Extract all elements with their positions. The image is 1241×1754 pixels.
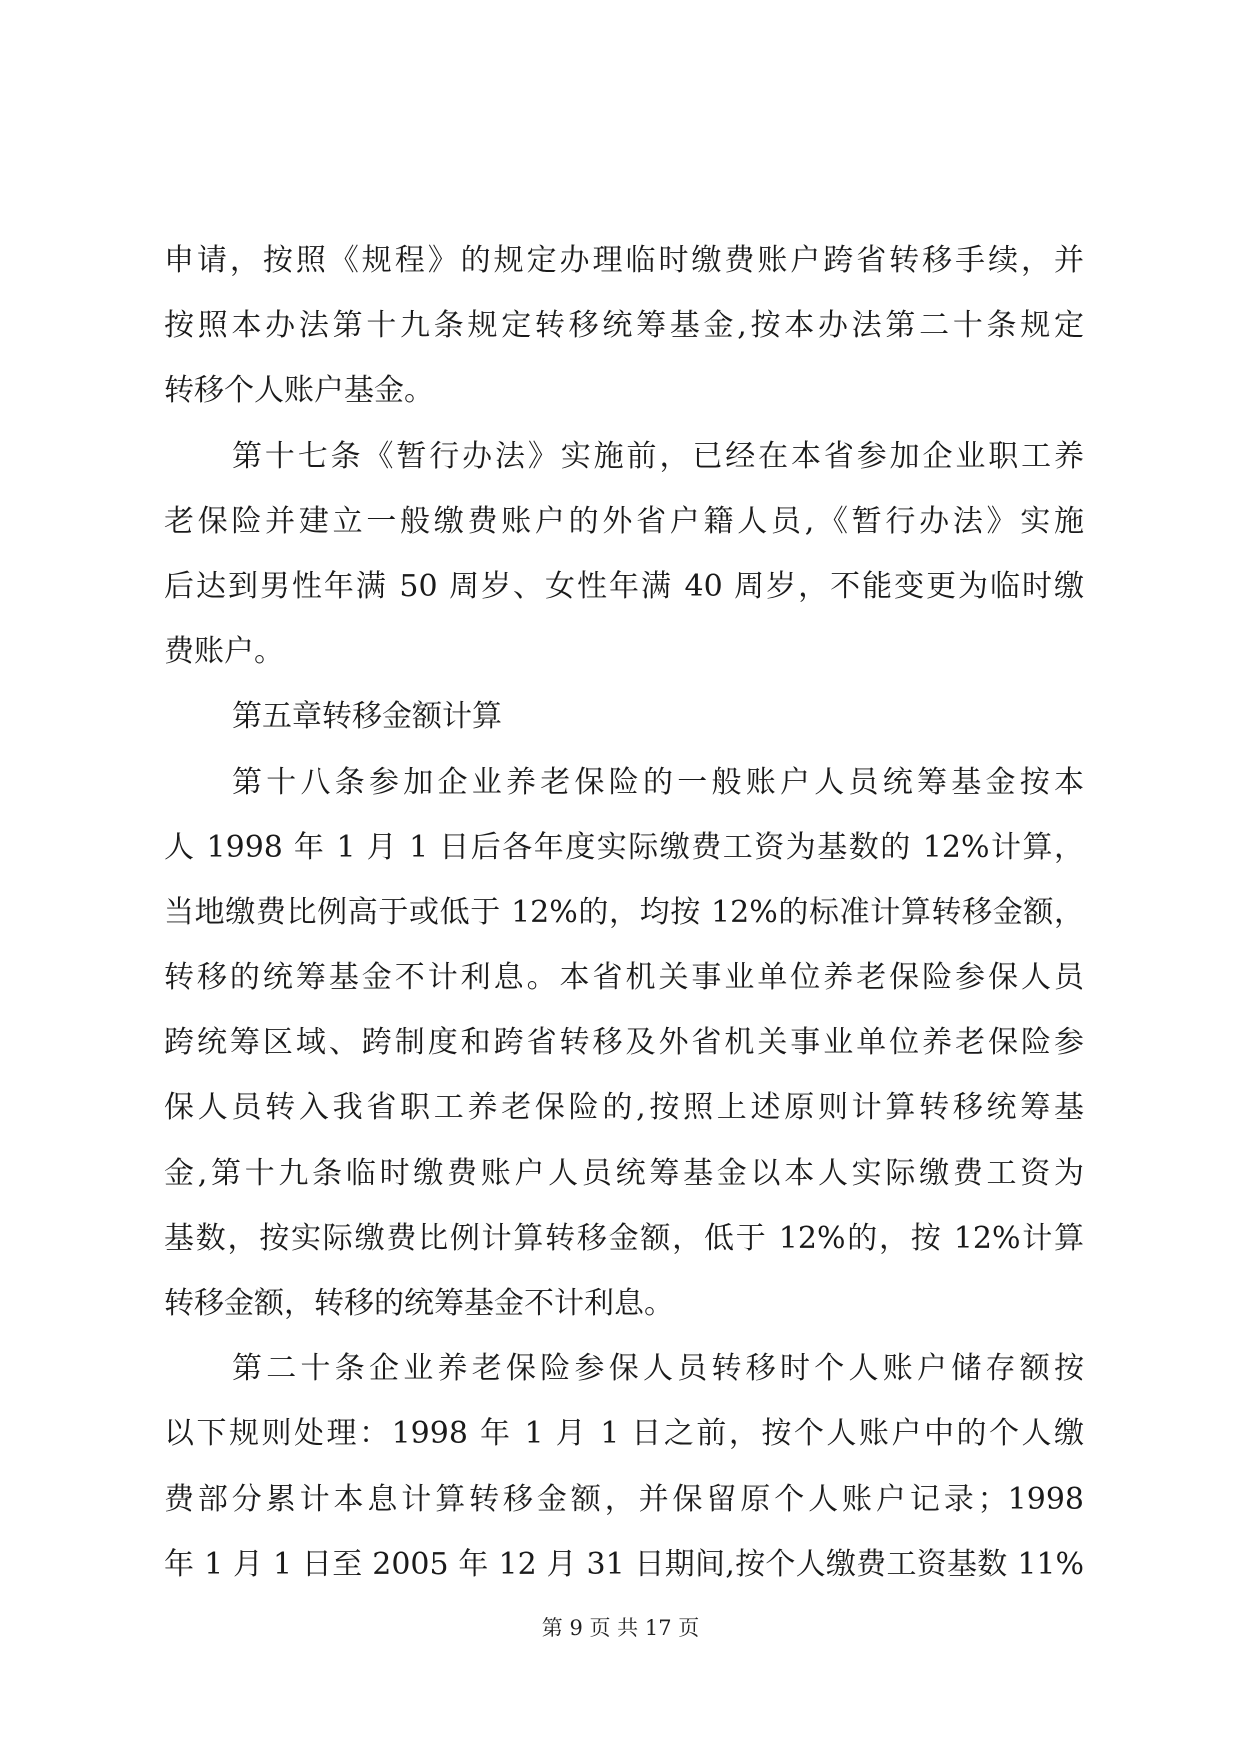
text-line: 第十七条《暂行办法》实施前，已经在本省参加企业职工养: [232, 438, 1084, 474]
text-line: 按照本办法第十九条规定转移统筹基金,按本办法第二十条规定: [164, 308, 1084, 344]
text-line: 老保险并建立一般缴费账户的外省户籍人员,《暂行办法》实施: [164, 503, 1084, 539]
text-line: 费账户。: [164, 634, 284, 670]
text-line: 年 1 月 1 日至 2005 年 12 月 31 日期间,按个人缴费工资基数 11%: [164, 1546, 1084, 1582]
text-line: 转移的统筹基金不计利息。本省机关事业单位养老保险参保人员: [164, 960, 1084, 996]
text-line: 保人员转入我省职工养老保险的,按照上述原则计算转移统筹基: [164, 1090, 1084, 1126]
document-body: [164, 228, 1084, 1597]
text-line: 金,第十九条临时缴费账户人员统筹基金以本人实际缴费工资为: [164, 1155, 1084, 1191]
page-footer: 第 9 页 共 17 页: [541, 1616, 700, 1640]
text-line: 当地缴费比例高于或低于 12%的，均按 12%的标准计算转移金额，: [164, 894, 1084, 930]
text-line: 费部分累计本息计算转移金额，并保留原个人账户记录；1998: [164, 1481, 1084, 1517]
text-line: 以下规则处理：1998 年 1 月 1 日之前，按个人账户中的个人缴: [164, 1416, 1084, 1452]
text-line: 人 1998 年 1 月 1 日后各年度实际缴费工资为基数的 12%计算，: [164, 829, 1084, 865]
text-line: 基数，按实际缴费比例计算转移金额，低于 12%的，按 12%计算: [164, 1220, 1084, 1256]
text-line: 转移金额，转移的统筹基金不计利息。: [164, 1286, 674, 1321]
text-line: 第五章转移金额计算: [232, 699, 502, 735]
text-line: 第二十条企业养老保险参保人员转移时个人账户储存额按: [232, 1351, 1084, 1387]
text-line: 跨统筹区域、跨制度和跨省转移及外省机关事业单位养老保险参: [164, 1025, 1084, 1061]
text-line: 第十八条参加企业养老保险的一般账户人员统筹基金按本: [232, 764, 1084, 800]
text-line: 后达到男性年满 50 周岁、女性年满 40 周岁，不能变更为临时缴: [164, 568, 1084, 604]
text-line: 申请，按照《规程》的规定办理临时缴费账户跨省转移手续，并: [164, 243, 1084, 278]
text-line: 转移个人账户基金。: [164, 373, 434, 409]
